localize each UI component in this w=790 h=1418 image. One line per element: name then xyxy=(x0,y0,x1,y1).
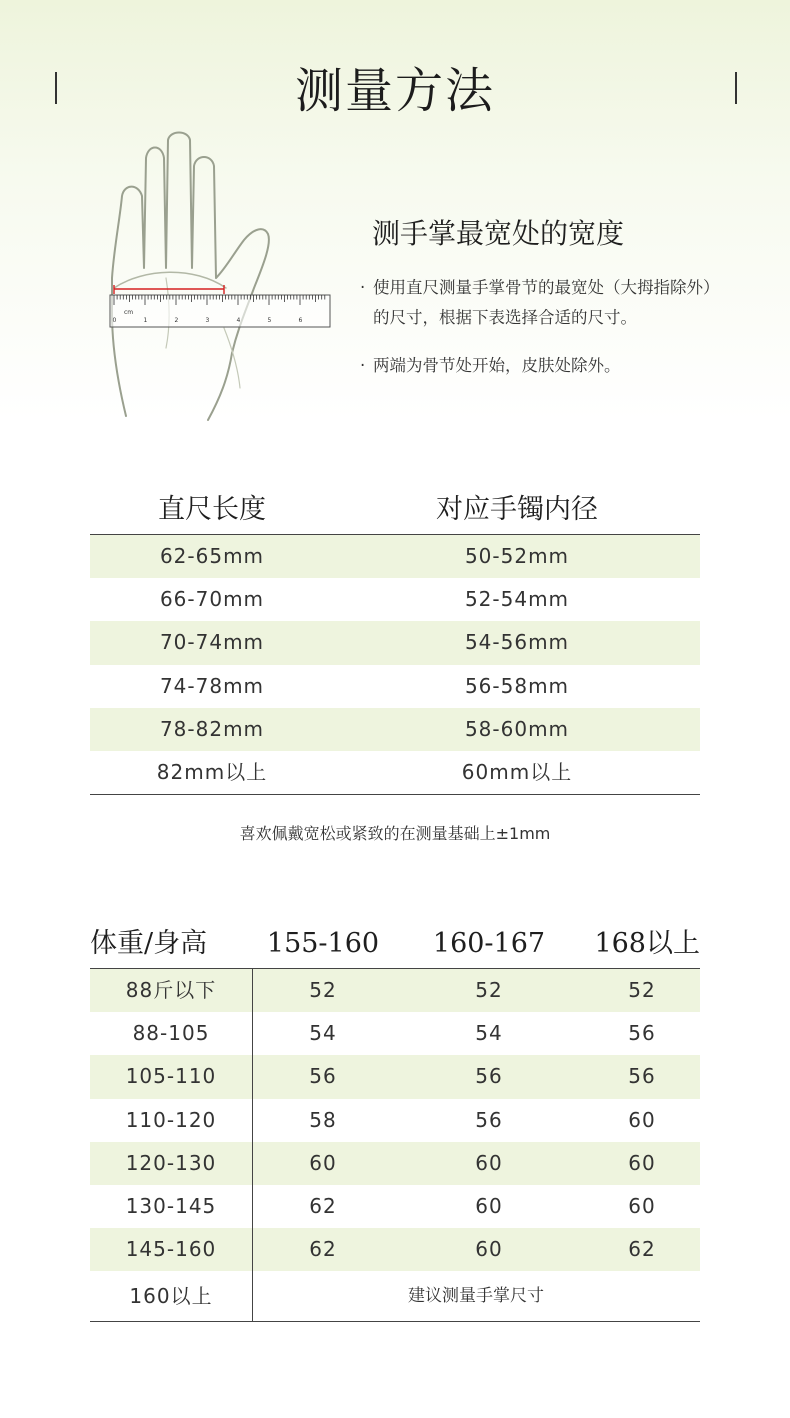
size-cell: 62 xyxy=(628,1237,656,1262)
size-cell: 52 xyxy=(475,978,503,1002)
ruler-number: 6 xyxy=(298,317,303,324)
size-cell: 60 xyxy=(475,1193,503,1218)
inner-diameter-cell: 60mm以上 xyxy=(461,759,573,784)
note-1-line-2: 的尺寸，根据下表选择合适的尺寸。 xyxy=(373,308,637,327)
size-cell: 62 xyxy=(309,1237,337,1262)
table-row xyxy=(90,969,700,1012)
size-cell: 52 xyxy=(309,978,337,1002)
header-height-160-167: 160-167 xyxy=(432,928,546,959)
note-1-line-1: 使用直尺测量手掌骨节的最宽处（大拇指除外） xyxy=(373,278,720,297)
ruler-length-cell: 74-78mm xyxy=(159,673,265,698)
inner-diameter-cell: 50-52mm xyxy=(464,544,570,568)
ruler-unit: cm xyxy=(124,309,134,316)
table-row xyxy=(90,1271,700,1321)
table-row xyxy=(90,751,700,794)
weight-table-header xyxy=(90,920,700,969)
size-table-footnote: 喜欢佩戴宽松或紧致的在测量基础上±1mm xyxy=(239,824,551,843)
size-cell: 54 xyxy=(475,1021,503,1046)
table-row xyxy=(90,1012,700,1055)
hand-outline xyxy=(112,133,269,421)
title-right-bar xyxy=(735,72,737,104)
header-height-155-160: 155-160 xyxy=(266,928,380,959)
table-row xyxy=(90,1055,700,1098)
table-row xyxy=(90,578,700,621)
size-cell: 56 xyxy=(309,1064,337,1089)
table-row xyxy=(90,621,700,664)
size-cell: 60 xyxy=(628,1193,656,1218)
weight-cell: 88斤以下 xyxy=(125,978,217,1002)
ruler-length-cell: 78-82mm xyxy=(159,716,265,741)
weight-height-table xyxy=(90,920,700,1322)
table-row xyxy=(90,535,700,578)
header-height-168-plus: 168以上 xyxy=(594,928,700,959)
size-cell: 56 xyxy=(475,1107,503,1132)
ruler-length-cell: 70-74mm xyxy=(159,630,265,655)
weight-cell: 160以上 xyxy=(129,1284,213,1309)
size-cell: 60 xyxy=(309,1150,337,1175)
table-row xyxy=(90,708,700,751)
ruler-number: 3 xyxy=(205,317,210,324)
size-cell: 52 xyxy=(628,978,656,1002)
ruler-length-cell: 66-70mm xyxy=(159,587,265,612)
weight-cell: 110-120 xyxy=(125,1107,217,1132)
weight-cell: 130-145 xyxy=(125,1193,217,1218)
measure-note-2 xyxy=(360,351,621,381)
size-cell: 56 xyxy=(628,1064,656,1089)
header-bangle-diameter: 对应手镯内径 xyxy=(436,494,598,525)
hand-ruler-illustration xyxy=(104,128,336,428)
size-table-header xyxy=(90,488,700,535)
inner-diameter-cell: 56-58mm xyxy=(464,673,570,698)
ruler-size-table xyxy=(90,488,700,795)
table-bottom-border xyxy=(90,1321,700,1322)
size-cell: 56 xyxy=(475,1064,503,1089)
table-row xyxy=(90,1099,700,1142)
bullet: · xyxy=(360,278,366,297)
measure-marker xyxy=(114,285,224,294)
table-row xyxy=(90,1228,700,1271)
measure-palm-note: 建议测量手掌尺寸 xyxy=(408,1286,544,1307)
size-cell: 58 xyxy=(309,1107,337,1132)
ruler-number: 5 xyxy=(267,317,272,324)
note-2-text: 两端为骨节处开始，皮肤处除外。 xyxy=(373,356,621,375)
inner-diameter-cell: 52-54mm xyxy=(464,587,570,612)
header-ruler-length: 直尺长度 xyxy=(158,494,266,525)
bullet: · xyxy=(360,356,366,375)
size-cell: 54 xyxy=(309,1021,337,1046)
ruler-number: 0 xyxy=(112,317,117,324)
header-weight-height: 体重/身高 xyxy=(90,928,208,959)
weight-cell: 145-160 xyxy=(125,1237,217,1262)
ruler-number: 1 xyxy=(143,317,148,324)
ruler-number: 4 xyxy=(236,317,241,324)
weight-cell: 105-110 xyxy=(125,1064,217,1089)
knuckle-arc xyxy=(114,272,226,288)
table-bottom-border xyxy=(90,794,700,795)
size-cell: 60 xyxy=(628,1150,656,1175)
weight-cell: 120-130 xyxy=(125,1150,217,1175)
measure-heading: 测手掌最宽处的宽度 xyxy=(372,217,625,250)
ruler xyxy=(110,295,330,327)
size-cell: 60 xyxy=(628,1107,656,1132)
table-row xyxy=(90,665,700,708)
column-divider xyxy=(252,969,253,1321)
size-cell: 60 xyxy=(475,1150,503,1175)
size-cell: 60 xyxy=(475,1237,503,1262)
inner-diameter-cell: 54-56mm xyxy=(464,630,570,655)
table-row xyxy=(90,1142,700,1185)
table-row xyxy=(90,1185,700,1228)
size-cell: 56 xyxy=(628,1021,656,1046)
ruler-length-cell: 62-65mm xyxy=(159,544,265,568)
measure-note-1 xyxy=(360,273,720,333)
weight-cell: 88-105 xyxy=(132,1021,210,1046)
ruler-number: 2 xyxy=(174,317,179,324)
weight-table-body xyxy=(90,969,700,1321)
size-cell: 62 xyxy=(309,1193,337,1218)
page-title: 测量方法 xyxy=(294,63,495,119)
ruler-length-cell: 82mm以上 xyxy=(156,759,268,784)
inner-diameter-cell: 58-60mm xyxy=(464,716,570,741)
